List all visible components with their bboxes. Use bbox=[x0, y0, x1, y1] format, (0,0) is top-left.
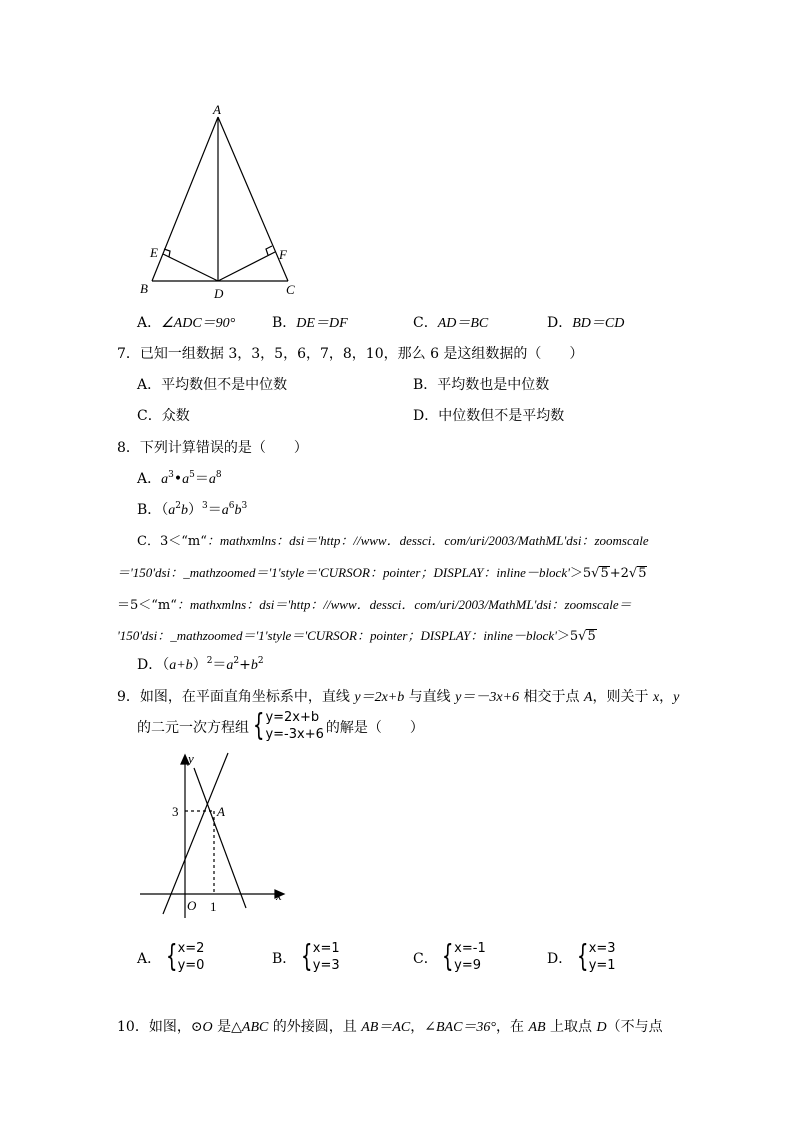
edge-ab bbox=[152, 117, 218, 281]
q7-option-d: D．中位数但不是平均数 bbox=[413, 408, 565, 424]
label-f: F bbox=[279, 247, 287, 262]
q7-option-b: B．平均数也是中位数 bbox=[413, 377, 550, 393]
q8-option-a: A．$a^3•a^5=a^8$ bbox=[137, 470, 222, 487]
label-e: E bbox=[150, 245, 158, 260]
q9-option-c: C． { x=-1 y=9 bbox=[413, 939, 486, 974]
label-d: D bbox=[214, 286, 224, 300]
q6-option-a: A．∠ADC＝90° bbox=[137, 315, 236, 331]
q6-option-d: D．BD＝CD bbox=[547, 315, 625, 331]
q9-stem-line1: 9．如图，在平面直角坐标系中，直线 y＝2x+b 与直线 y＝－3x+6 相交于点 A，则关于 x，y bbox=[117, 689, 680, 705]
edge-ac bbox=[218, 117, 288, 281]
q9-equation-system: { y=2x+b y=-3x+6 bbox=[253, 708, 324, 743]
label-a: A bbox=[213, 102, 221, 117]
q6-option-c: C．AD＝BC bbox=[413, 315, 489, 331]
label-x-axis: x bbox=[276, 888, 282, 903]
tick-3: 3 bbox=[172, 804, 179, 819]
q8-option-c-line2: ＝'150'dsi：_mathzoomed＝'1'style＝'CURSOR：pointer；DISPLAY：inline－block'＞5√5+2√5 bbox=[117, 565, 647, 581]
q9-option-b: B． { x=1 y=3 bbox=[272, 939, 340, 974]
q7-option-c: C．众数 bbox=[137, 408, 190, 424]
q8-option-d: D．$(a+b)^2=a^2+b^2$ bbox=[137, 656, 264, 673]
q8-stem: 8．下列计算错误的是（ ） bbox=[117, 440, 308, 456]
label-b: B bbox=[140, 281, 148, 296]
triangle-figure bbox=[130, 100, 310, 300]
tick-1: 1 bbox=[210, 899, 217, 914]
label-y-axis: y bbox=[188, 751, 194, 766]
segment-df bbox=[218, 252, 275, 281]
q8-option-c-line4: '150'dsi：_mathzoomed＝'1'style＝'CURSOR：pointer；DISPLAY：inline－block'＞5√5 bbox=[117, 628, 596, 644]
q8-option-c-line3: ＝5＜“m“：mathxmlns：dsi＝'http：//www．dessci．com/uri/2003/MathML'dsi：zoomscale＝ bbox=[117, 597, 632, 613]
coordinate-graph bbox=[130, 748, 300, 923]
q6-option-b: B．DE＝DF bbox=[272, 315, 348, 331]
q9-option-d: D． { x=3 y=1 bbox=[547, 939, 616, 974]
label-point-a: A bbox=[217, 804, 225, 819]
q7-option-a: A．平均数但不是中位数 bbox=[137, 377, 288, 393]
q8-option-c-line1: C．3＜“m“：mathxmlns：dsi＝'http：//www．dessci．com/uri/2003/MathML'dsi：zoomscale bbox=[137, 533, 649, 549]
q10-stem: 10．如图，⊙O 是△ABC 的外接圆，且 AB＝AC，∠BAC＝36°，在 AB 上取点 D（不与点 bbox=[117, 1019, 663, 1035]
label-c: C bbox=[286, 282, 295, 297]
q9-option-a: A． { x=2 y=0 bbox=[137, 939, 205, 974]
q9-stem-line2: 的二元一次方程组 { y=2x+b y=-3x+6 的解是（ ） bbox=[137, 708, 424, 743]
label-origin: O bbox=[187, 898, 197, 913]
line-y-neg3x-6 bbox=[194, 768, 246, 908]
segment-de bbox=[163, 254, 218, 281]
q8-option-b: B．$(a^2b)^3=a^6b^3$ bbox=[137, 501, 248, 518]
q7-stem: 7．已知一组数据 3，3，5，6，7，8，10，那么 6 是这组数据的（ ） bbox=[117, 346, 584, 362]
